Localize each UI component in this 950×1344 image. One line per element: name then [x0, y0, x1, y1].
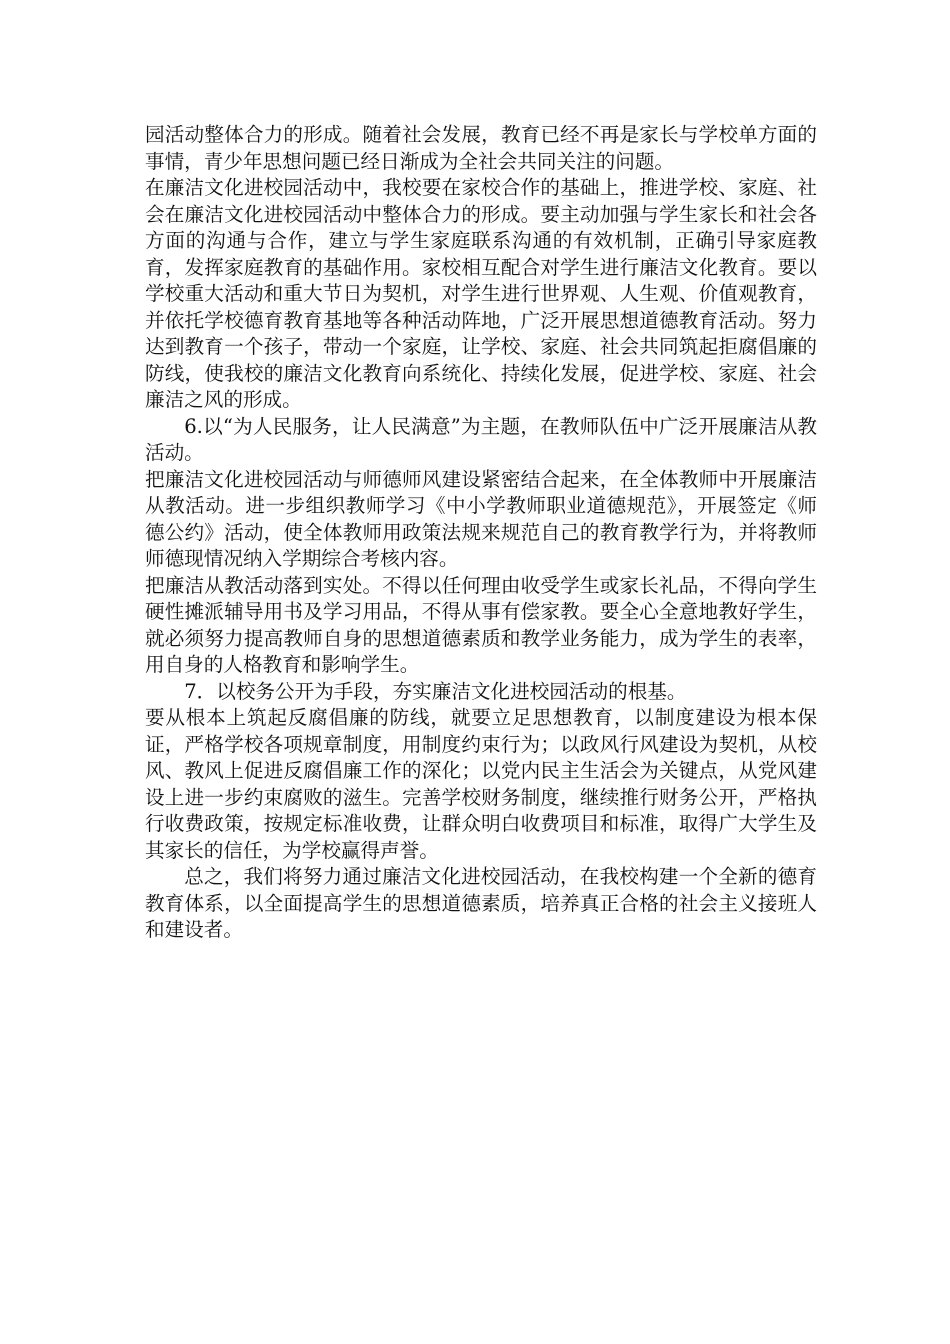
- heading-item-6: 6.以“为人民服务，让人民满意”为主题，在教师队伍中广泛开展廉洁从教活动。: [145, 414, 817, 464]
- paragraph-3: 把廉洁文化进校园活动与师德师风建设紧密结合起来，在全体教师中开展廉洁从教活动。进一步组织教师学习《中小学教师职业道德规范》，开展签定《师德公约》活动，使全体教师用政策法规来规范自己的教育教学行为，并将教师师德现情况纳入学期综合考核内容。: [145, 467, 817, 570]
- paragraph-4: 把廉洁从教活动落到实处。不得以任何理由收受学生或家长礼品，不得向学生硬性摊派辅导用书及学习用品，不得从事有偿家教。要全心全意地教好学生，就必须努力提高教师自身的思想道德素质和教学业务能力，成为学生的表率，用自身的人格教育和影响学生。: [145, 573, 817, 676]
- paragraph-1: 园活动整体合力的形成。随着社会发展，教育已经不再是家长与学校单方面的事情，青少年思想问题已经日渐成为全社会共同关注的问题。: [145, 123, 817, 173]
- paragraph-2: 在廉洁文化进校园活动中，我校要在家校合作的基础上，推进学校、家庭、社会在廉洁文化进校园活动中整体合力的形成。要主动加强与学生家长和社会各方面的沟通与合作，建立与学生家庭联系沟通的有效机制，正确引导家庭教育，发挥家庭教育的基础作用。家校相互配合对学生进行廉洁文化教育。要以学校重大活动和重大节日为契机，对学生进行世界观、人生观、价值观教育，并依托学校德育教育基地等各种活动阵地，广泛开展思想道德教育活动。努力达到教育一个孩子，带动一个家庭，让学校、家庭、社会共同筑起拒腐倡廉的防线，使我校的廉洁文化教育向系统化、持续化发展，促进学校、家庭、社会廉洁之风的形成。: [145, 176, 817, 411]
- heading-item-7: 7．以校务公开为手段，夯实廉洁文化进校园活动的根基。: [184, 679, 687, 703]
- document-body: [145, 122, 817, 944]
- paragraph-5: 要从根本上筑起反腐倡廉的防线，就要立足思想教育，以制度建设为根本保证，严格学校各项规章制度，用制度约束行为；以政风行风建设为契机，从校风、教风上促进反腐倡廉工作的深化；以党内民主生活会为关键点，从党风建设上进一步约束腐败的滋生。完善学校财务制度，继续推行财务公开，严格执行收费政策，按规定标准收费，让群众明白收费项目和标准，取得广大学生及其家长的信任，为学校赢得声誉。: [145, 706, 817, 862]
- paragraph-conclusion: 总之，我们将努力通过廉洁文化进校园活动，在我校构建一个全新的德育教育体系，以全面提高学生的思想道德素质，培养真正合格的社会主义接班人和建设者。: [145, 865, 817, 941]
